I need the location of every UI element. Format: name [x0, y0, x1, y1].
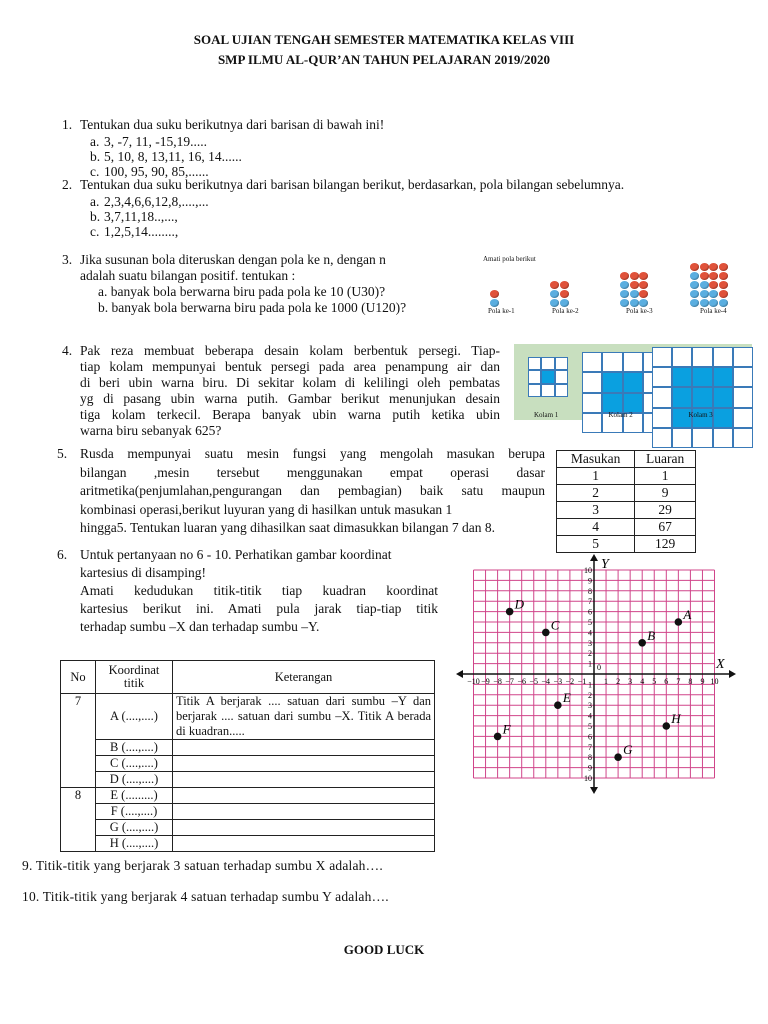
table-cell: 2 — [557, 485, 635, 502]
row-number: 7 — [61, 694, 96, 788]
coordinate-cell: G (....,....) — [96, 820, 173, 836]
white-tile — [623, 352, 643, 372]
y-tick-label: 10 — [584, 566, 592, 575]
description-cell: Titik A berjarak .... satuan dari sumbu –Y dan berjarak .... satuan dari sumbu –X. Titik A berada di kuadran..... — [173, 694, 435, 740]
table-row — [61, 804, 435, 820]
coordinate-cell: D (....,....) — [96, 772, 173, 788]
red-ball-icon — [709, 281, 718, 289]
red-ball-icon — [490, 290, 499, 298]
header-title: SOAL UJIAN TENGAH SEMESTER MATEMATIKA KELAS VIII — [193, 32, 575, 47]
red-ball-icon — [630, 272, 639, 280]
q2-item-letter: b. — [90, 209, 101, 224]
point-F — [494, 733, 502, 741]
table-row — [61, 740, 435, 756]
q5-line: aritmetika(penjumlahan,pengurangan dan pembagian) baik satu maupun — [80, 483, 545, 498]
table-row — [61, 820, 435, 836]
y-axis-label: Y — [601, 557, 609, 572]
q6-number: 6. — [57, 547, 68, 562]
q4-line: tiga kolam terkecil. Berapa banyak ubin warna putih ketika ubin — [80, 407, 500, 422]
point-label-A: A — [683, 607, 692, 622]
coordinate-cell: F (....,....) — [96, 804, 173, 820]
table-cell: 1 — [557, 468, 635, 485]
pool-design-figure — [514, 344, 752, 420]
white-tile — [582, 352, 602, 372]
point-label-B: B — [647, 627, 656, 643]
q3-number: 3. — [62, 252, 73, 267]
white-tile — [672, 347, 692, 367]
blue-ball-icon — [709, 299, 718, 307]
blue-ball-icon — [620, 290, 629, 298]
table-cell: 4 — [557, 519, 635, 536]
white-tile — [541, 357, 554, 370]
red-ball-icon — [690, 263, 699, 271]
x-tick-label: 2 — [616, 677, 621, 686]
white-tile — [555, 384, 568, 397]
x-axis-label: X — [716, 657, 725, 672]
coordinate-cell: C (....,....) — [96, 756, 173, 772]
q1-number: 1. — [62, 117, 73, 132]
white-tile — [652, 367, 672, 387]
white-tile — [582, 393, 602, 413]
white-tile — [692, 347, 712, 367]
blue-ball-icon — [630, 290, 639, 298]
y-tick-label: 9 — [588, 763, 592, 773]
blue-tile — [602, 372, 622, 392]
x-tick-label: 9 — [700, 677, 705, 686]
q3-line: adalah suatu bilangan positif. tentukan : — [80, 268, 296, 283]
table-cell: 67 — [635, 519, 696, 536]
white-tile — [652, 347, 672, 367]
table-row — [557, 502, 696, 519]
y-tick-label: 7 — [588, 742, 592, 752]
q6-line: kartesius di disamping! — [80, 565, 206, 580]
description-cell — [173, 756, 435, 772]
pattern-label: Pola ke-2 — [552, 307, 579, 315]
y-tick-label: 9 — [588, 576, 592, 586]
y-tick-label: 10 — [584, 774, 592, 783]
blue-ball-icon — [639, 299, 648, 307]
white-tile — [713, 347, 733, 367]
red-ball-icon — [639, 272, 648, 280]
q2-text: Tentukan dua suku berikutnya dari barisan bilangan berikut, berdasarkan, pola bilangan sebelumnya. — [80, 177, 625, 192]
description-cell — [173, 804, 435, 820]
y-tick-label: 2 — [588, 690, 592, 700]
row-number: 8 — [61, 788, 96, 852]
y-tick-label: 3 — [588, 701, 592, 711]
x-tick-label: −6 — [517, 677, 526, 686]
q2-number: 2. — [62, 177, 73, 192]
y-tick-label: 4 — [588, 628, 592, 638]
header-subtitle: SMP ILMU AL-QUR’AN TAHUN PELAJARAN 2019/2020 — [217, 52, 551, 67]
y-tick-label: 5 — [588, 618, 592, 627]
q2-item-text: 2,3,4,6,6,12,8,....,... — [104, 194, 209, 209]
blue-ball-icon — [700, 299, 709, 307]
coordinate-cell: A (....,....) — [96, 694, 173, 740]
blue-ball-icon — [690, 299, 699, 307]
x-tick-label: −4 — [541, 677, 551, 686]
blue-tile — [692, 387, 712, 407]
blue-ball-icon — [490, 299, 499, 307]
x-tick-label: −3 — [553, 677, 563, 686]
white-tile — [602, 352, 622, 372]
point-E — [554, 701, 562, 709]
y-tick-label: 5 — [588, 722, 592, 731]
q5-line: bilangan ,mesin tersebut menggunakan empat operasi dasar — [80, 464, 545, 480]
blue-tile — [713, 387, 733, 407]
q4-line: Pak reza membuat beberapa desain kolam berbentuk persegi. Tiap- — [80, 343, 500, 358]
blue-tile — [672, 367, 692, 387]
blue-tile — [713, 408, 733, 428]
blue-ball-icon — [709, 290, 718, 298]
q5-line: kombinasi operasi,berikut luyuran yang di hasilkan untuk masukan 1 — [80, 501, 453, 517]
white-tile — [555, 357, 568, 370]
q1-item-letter: a. — [90, 134, 100, 149]
description-cell — [173, 788, 435, 804]
white-tile — [692, 428, 712, 448]
point-label-F: F — [502, 721, 511, 737]
y-tick-label: 3 — [588, 638, 592, 648]
red-ball-icon — [630, 281, 639, 289]
blue-ball-icon — [690, 272, 699, 280]
white-tile — [555, 370, 568, 383]
ball-pattern-figure — [478, 252, 760, 320]
blue-ball-icon — [620, 299, 629, 307]
input-output-table — [556, 450, 696, 553]
coordinate-cell: B (....,....) — [96, 740, 173, 756]
blue-ball-icon — [620, 281, 629, 289]
q6-line: Amati kedudukan titik-titik tiap kuadran koordinat — [80, 583, 438, 598]
pool-label: Kolam 3 — [688, 411, 713, 419]
red-ball-icon — [639, 281, 648, 289]
red-ball-icon — [719, 263, 728, 271]
pool-grid — [652, 347, 753, 448]
red-ball-icon — [709, 272, 718, 280]
q5-line: Rusda mempunyai suatu mesin fungsi yang mengolah masukan berupa — [80, 446, 545, 461]
q2-item-text: 3,7,11,18..,..., — [104, 209, 178, 224]
table-cell: 9 — [635, 485, 696, 502]
q3-line: Jika susunan bola diteruskan dengan pola ke n, dengan n — [80, 252, 386, 267]
description-cell — [173, 820, 435, 836]
q10-text: 10. Titik-titik yang berjarak 4 satuan terhadap sumbu Y adalah…. — [22, 889, 389, 904]
point-A — [675, 618, 683, 626]
x-tick-label: 6 — [664, 677, 669, 686]
white-tile — [541, 384, 554, 397]
white-tile — [528, 357, 541, 370]
point-D — [506, 608, 514, 616]
x-tick-label: −10 — [467, 677, 480, 686]
table-row — [557, 485, 696, 502]
q6-line: terhadap sumbu –X dan terhadap sumbu –Y. — [80, 619, 320, 634]
white-tile — [733, 347, 753, 367]
table-cell: 3 — [557, 502, 635, 519]
red-ball-icon — [719, 290, 728, 298]
table-cell: 5 — [557, 536, 635, 553]
q1-item-letter: c. — [90, 164, 100, 179]
blue-tile — [623, 393, 643, 413]
pattern-label: Pola ke-4 — [700, 307, 727, 315]
point-C — [542, 629, 550, 637]
white-tile — [733, 428, 753, 448]
blue-tile — [602, 393, 622, 413]
q4-line: tiap kolam mempunyai bentuk persegi pada area penampung air dan — [80, 359, 500, 374]
x-tick-label: −9 — [481, 677, 490, 686]
table-row — [61, 756, 435, 772]
white-tile — [582, 413, 602, 433]
table-cell: 29 — [635, 502, 696, 519]
pattern-label: Pola ke-1 — [488, 307, 515, 315]
point-label-H: H — [671, 711, 681, 726]
red-ball-icon — [550, 281, 559, 289]
x-tick-label: 4 — [640, 677, 645, 686]
y-tick-label: 8 — [588, 586, 592, 596]
x-tick-label: 5 — [652, 677, 657, 686]
point-label-G: G — [623, 742, 633, 758]
blue-ball-icon — [690, 281, 699, 289]
q2-item-text: 1,2,5,14........, — [104, 224, 179, 239]
white-tile — [733, 387, 753, 407]
q4-line: di beri ubin warna biru. Di sekitar kolam di kelilingi oleh pembatas — [80, 375, 500, 390]
y-tick-label: 8 — [588, 753, 592, 763]
footer-good-luck: GOOD LUCK — [343, 942, 425, 957]
y-tick-label: 7 — [588, 597, 592, 607]
pool-label: Kolam 2 — [608, 411, 633, 419]
x-tick-label: −8 — [493, 677, 502, 686]
x-tick-label: 8 — [688, 677, 693, 686]
q6-line: kartesius berikut ini. Amati pula jarak tiap-tiap titik — [80, 601, 438, 616]
coordinate-table — [60, 660, 435, 852]
red-ball-icon — [719, 281, 728, 289]
x-tick-label: 3 — [628, 677, 633, 686]
q1-item-text: 3, -7, 11, -15,19..... — [104, 134, 207, 149]
table-header: Masukan — [557, 451, 635, 468]
white-tile — [528, 384, 541, 397]
red-ball-icon — [700, 272, 709, 280]
blue-ball-icon — [700, 290, 709, 298]
table-row — [557, 468, 696, 485]
q1-item-letter: b. — [90, 149, 101, 164]
x-tick-label: −5 — [529, 677, 539, 686]
red-ball-icon — [560, 281, 569, 289]
q1-item-text: 5, 10, 8, 13,11, 16, 14...... — [104, 149, 242, 164]
point-label-D: D — [514, 596, 525, 612]
x-tick-label: −1 — [577, 677, 587, 686]
x-tick-label: 10 — [710, 677, 719, 686]
red-ball-icon — [719, 272, 728, 280]
description-cell — [173, 772, 435, 788]
q9-text: 9. Titik-titik yang berjarak 3 satuan terhadap sumbu X adalah…. — [22, 858, 383, 873]
blue-ball-icon — [550, 299, 559, 307]
blue-tile — [713, 367, 733, 387]
blue-ball-icon — [630, 299, 639, 307]
table-header: No — [61, 661, 96, 694]
table-row — [61, 836, 435, 852]
coordinate-cell: E (.........) — [96, 788, 173, 804]
origin-label: 0 — [597, 663, 601, 672]
table-row — [61, 788, 435, 804]
table-header: Keterangan — [173, 661, 435, 694]
y-tick-label: 6 — [588, 732, 592, 742]
table-row — [557, 519, 696, 536]
table-row — [61, 772, 435, 788]
x-tick-label: −7 — [505, 677, 514, 686]
blue-ball-icon — [700, 281, 709, 289]
x-tick-label: 1 — [604, 677, 609, 686]
pool-label: Kolam 1 — [534, 411, 559, 419]
q6-line: Untuk pertanyaan no 6 - 10. Perhatikan gambar koordinat — [80, 547, 392, 562]
y-tick-label: 1 — [588, 680, 592, 690]
y-tick-label: 6 — [588, 607, 592, 617]
coordinate-cell: H (....,....) — [96, 836, 173, 852]
red-ball-icon — [639, 290, 648, 298]
table-header: Luaran — [635, 451, 696, 468]
description-cell — [173, 740, 435, 756]
q3-item: b. banyak bola berwarna biru pada pola ke 1000 (U120)? — [98, 300, 407, 315]
y-tick-label: 2 — [588, 649, 592, 659]
white-tile — [582, 372, 602, 392]
point-B — [638, 639, 646, 647]
red-ball-icon — [560, 290, 569, 298]
red-ball-icon — [620, 272, 629, 280]
figure-caption: Amati pola berikut — [483, 255, 536, 263]
cartesian-graph — [452, 552, 742, 797]
blue-tile — [541, 370, 554, 383]
red-ball-icon — [709, 263, 718, 271]
white-tile — [652, 387, 672, 407]
q4-line: warna biru sebanyak 625? — [80, 423, 222, 438]
pool-grid — [582, 352, 663, 433]
table-row — [557, 536, 696, 553]
point-label-E: E — [562, 690, 571, 706]
q2-item-letter: c. — [90, 224, 100, 239]
q5-number: 5. — [57, 446, 68, 461]
blue-ball-icon — [719, 299, 728, 307]
point-H — [663, 722, 671, 730]
table-cell: 129 — [635, 536, 696, 553]
description-cell — [173, 836, 435, 852]
table-row — [61, 694, 435, 740]
blue-ball-icon — [690, 290, 699, 298]
white-tile — [733, 408, 753, 428]
white-tile — [672, 428, 692, 448]
white-tile — [733, 367, 753, 387]
q1-item-text: 100, 95, 90, 85,...... — [104, 164, 209, 179]
white-tile — [713, 428, 733, 448]
y-tick-label: 1 — [588, 659, 592, 669]
x-tick-label: −2 — [565, 677, 575, 686]
q4-line: yg di pasang ubin warna putih. Gambar berikut menunjukan desain — [80, 391, 500, 406]
x-tick-label: 7 — [676, 677, 681, 686]
table-cell: 1 — [635, 468, 696, 485]
y-tick-label: 4 — [588, 711, 592, 721]
point-G — [614, 753, 622, 761]
white-tile — [528, 370, 541, 383]
blue-tile — [692, 367, 712, 387]
q4-number: 4. — [62, 343, 73, 358]
white-tile — [652, 428, 672, 448]
white-tile — [652, 408, 672, 428]
q5-line: hingga5. Tentukan luaran yang dihasilkan saat dimasukkan bilangan 7 dan 8. — [80, 520, 495, 535]
point-label-C: C — [550, 617, 560, 633]
q3-item: a. banyak bola berwarna biru pada pola ke 10 (U30)? — [98, 284, 386, 299]
q2-item-letter: a. — [90, 194, 100, 209]
table-header: Koordinat titik — [96, 661, 173, 694]
blue-ball-icon — [550, 290, 559, 298]
q1-text: Tentukan dua suku berikutnya dari barisan di bawah ini! — [80, 117, 385, 132]
red-ball-icon — [700, 263, 709, 271]
pool-grid — [528, 357, 568, 397]
blue-tile — [672, 387, 692, 407]
blue-tile — [623, 372, 643, 392]
blue-ball-icon — [560, 299, 569, 307]
pattern-label: Pola ke-3 — [626, 307, 653, 315]
